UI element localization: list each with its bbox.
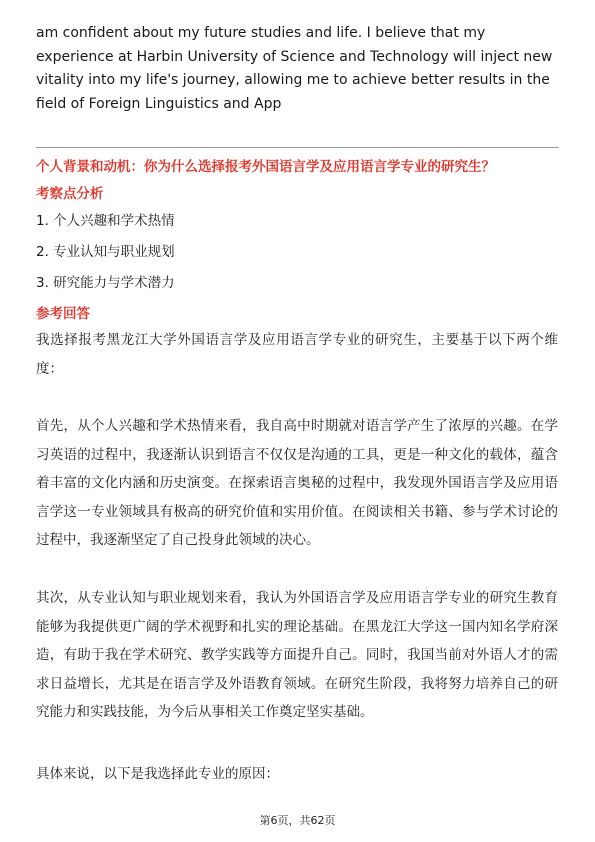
analysis-points-list (36, 210, 175, 303)
analysis-point: 3. 研究能力与学术潜力 (36, 275, 175, 291)
answer-paragraph: 其次，从专业认知与职业规划来看，我认为外国语言学及应用语言学专业的研究生教育能够为我提供更广阔的学术视野和扎实的理论基础。在黑龙江大学这一国内知名学府深造，有助于我在学术研究、教学实践等方面提升自己。同时，我国当前对外语人才的需求日益增长，尤其是在语言学及外语教育领域。在研究生阶段，我将努力培养自己的研究能力和实践技能，为今后从事相关工作奠定坚实基础。 (36, 590, 558, 720)
question-heading: 个人背景和动机：你为什么选择报考外国语言学及应用语言学专业的研究生？ (36, 159, 495, 175)
answer-paragraph: 首先，从个人兴趣和学术热情来看，我自高中时期就对语言学产生了浓厚的兴趣。在学习英语的过程中，我逐渐认识到语言不仅仅是沟通的工具，更是一种文化的载体，蕴含着丰富的文化内涵和历史演变。在探索语言奥秘的过程中，我发现外国语言学及应用语言学这一专业领域具有极高的研究价值和实用价值。在阅读相关书籍、参与学术讨论的过程中，我逐渐坚定了自己投身此领域的决心。 (36, 418, 558, 548)
answer-paragraph: 具体来说，以下是我选择此专业的原因： (36, 766, 279, 782)
answer-heading: 参考回答 (36, 306, 90, 322)
analysis-point: 2. 专业认知与职业规划 (36, 244, 175, 260)
page-number-footer: 第6页，共62页 (259, 814, 336, 827)
section-divider (36, 147, 559, 148)
intro-paragraph: am confident about my future studies and life. I believe that my experience at Harbin University of Science and Technology will inject new vitality into my life's journey, allowing me to achieve better results in the field of Foreign Linguistics and App (36, 25, 553, 112)
analysis-heading: 考察点分析 (36, 186, 104, 202)
analysis-point: 1. 个人兴趣和学术热情 (36, 213, 175, 229)
answer-paragraph: 我选择报考黑龙江大学外国语言学及应用语言学专业的研究生，主要基于以下两个维度： (36, 332, 558, 377)
